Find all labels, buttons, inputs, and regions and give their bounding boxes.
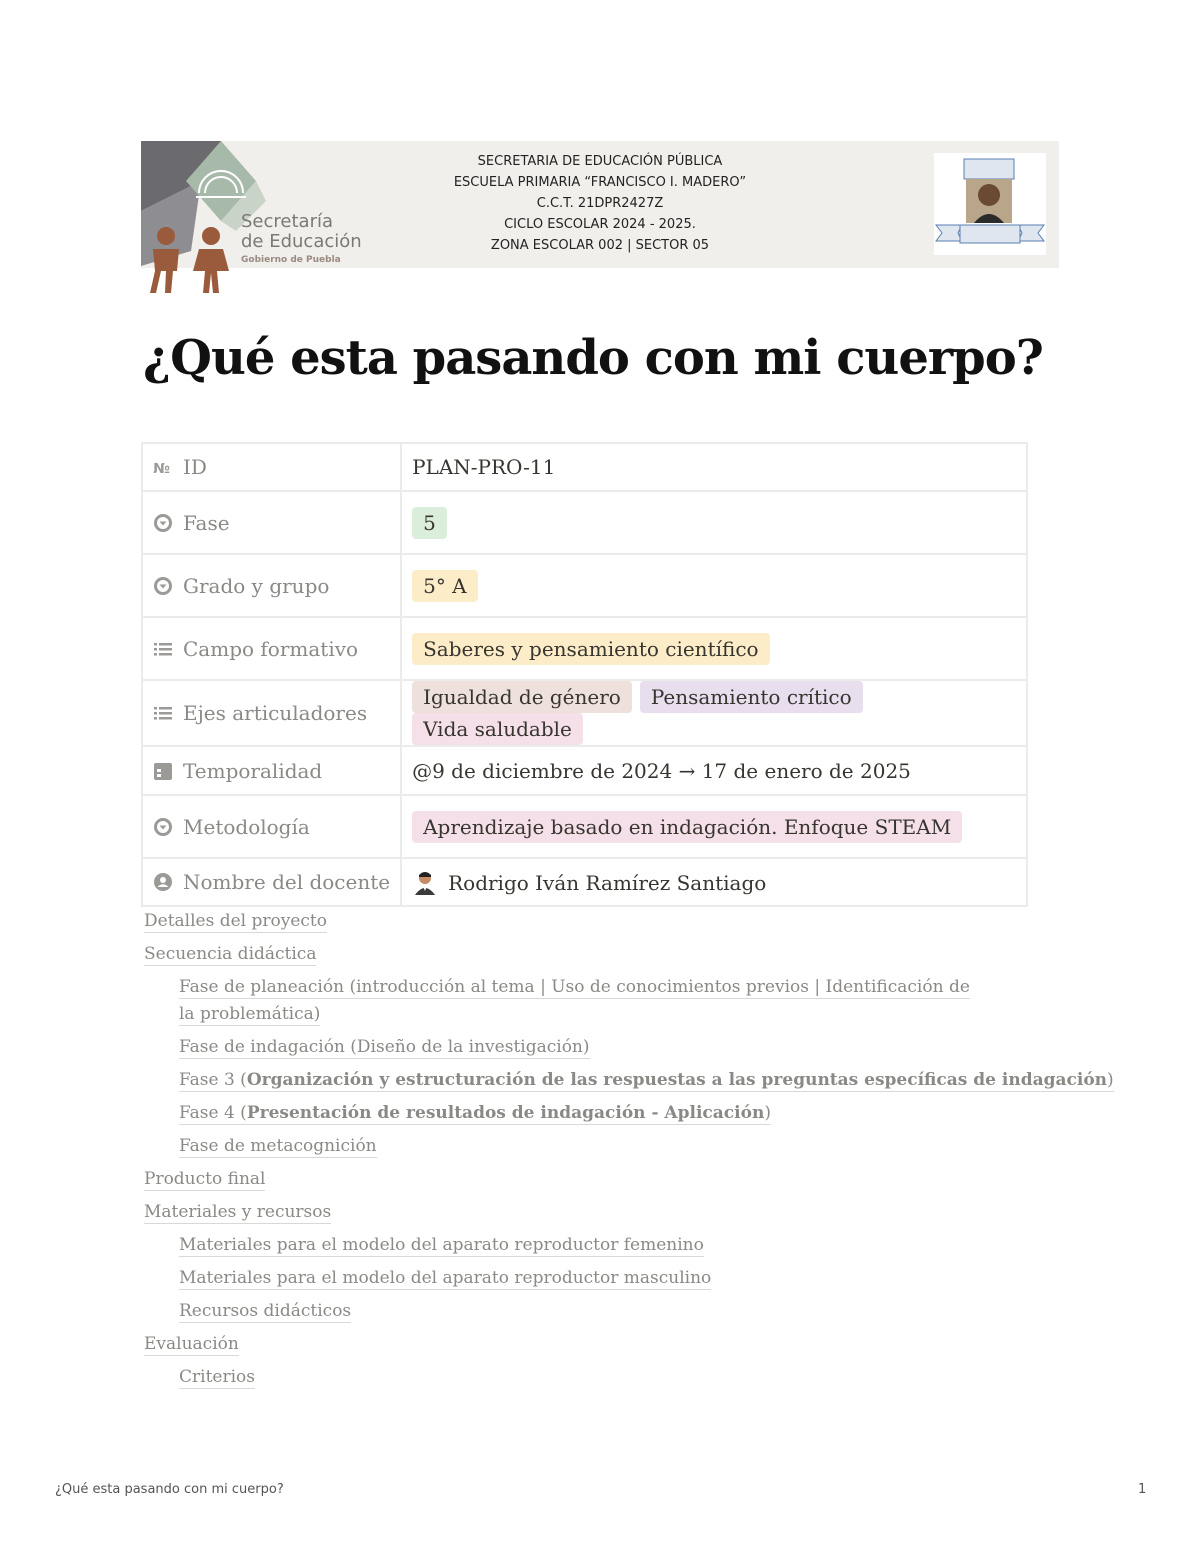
select-icon — [153, 817, 173, 837]
properties-table — [141, 442, 1028, 907]
header-line: ZONA ESCOLAR 002 | SECTOR 05 — [490, 238, 710, 253]
toc-item — [144, 1163, 1044, 1196]
toc-link-producto[interactable]: Producto final — [144, 1169, 266, 1189]
seal-line-2: de Educación — [241, 231, 362, 252]
toc-link-fase-metacognicion[interactable]: Fase de metacognición — [179, 1136, 377, 1156]
toc-item — [144, 1295, 1044, 1328]
seal-line-1: Secretaría — [241, 211, 333, 232]
toc-item — [144, 971, 979, 1031]
toc-fase4-bold: Presentación de resultados de indagación - Aplicación — [246, 1103, 765, 1123]
property-row-ejes — [142, 680, 1027, 746]
school-header — [400, 151, 800, 256]
toc-item — [144, 1130, 1044, 1163]
toc-item — [144, 1328, 1044, 1361]
toc-item — [144, 1097, 1044, 1130]
property-key — [142, 554, 401, 617]
toc-link-secuencia[interactable]: Secuencia didáctica — [144, 944, 317, 964]
select-icon — [153, 513, 173, 533]
property-label: Campo formativo — [183, 636, 359, 661]
toc-item — [144, 1361, 1044, 1394]
property-row-temporalidad — [142, 746, 1027, 795]
toc-link-evaluacion[interactable]: Evaluación — [144, 1334, 239, 1354]
header-line: SECRETARIA DE EDUCACIÓN PÚBLICA — [477, 154, 723, 169]
property-row-campo — [142, 617, 1027, 680]
header-line: CICLO ESCOLAR 2024 - 2025. — [504, 217, 696, 232]
property-label: Metodología — [183, 814, 310, 839]
toc-item — [144, 1196, 1044, 1229]
property-row-fase — [142, 491, 1027, 554]
property-value — [401, 617, 1027, 680]
property-key — [142, 617, 401, 680]
property-row-grado — [142, 554, 1027, 617]
eje-tag[interactable]: Vida saludable — [412, 713, 583, 745]
header-line: C.C.T. 21DPR2427Z — [536, 196, 664, 211]
secretaria-logo-text — [241, 212, 362, 265]
property-label: Nombre del docente — [183, 870, 391, 894]
property-label: Ejes articuladores — [183, 701, 368, 725]
toc-link-fase-4[interactable] — [179, 1103, 771, 1125]
toc-link-criterios[interactable]: Criterios — [179, 1367, 255, 1387]
toc-item — [144, 938, 1044, 971]
toc-link-detalles[interactable]: Detalles del proyecto — [144, 911, 327, 931]
header-line: ESCUELA PRIMARIA “FRANCISCO I. MADERO” — [453, 175, 747, 190]
list-icon — [153, 639, 173, 659]
property-row-id — [142, 443, 1027, 491]
toc-link-fase-planeacion[interactable]: Fase de planeación (introducción al tema | Uso de conocimientos previos | Identificación de la problemática) — [179, 977, 970, 1024]
table-of-contents — [144, 905, 1114, 1394]
toc-link-mat-masculino[interactable]: Materiales para el modelo del aparato reproductor masculino — [179, 1268, 712, 1288]
fase-tag[interactable]: 5 — [412, 507, 447, 539]
toc-fase4-prefix: Fase 4 ( — [179, 1103, 247, 1123]
school-emblem — [934, 153, 1046, 255]
property-key — [142, 858, 401, 906]
metodologia-tag[interactable]: Aprendizaje basado en indagación. Enfoque STEAM — [412, 811, 962, 843]
toc-fase3-bold: Organización y estructuración de las respuestas a las preguntas específicas de indagación — [246, 1070, 1108, 1090]
property-label: ID — [183, 455, 207, 479]
campo-tag[interactable]: Saberes y pensamiento científico — [412, 633, 770, 665]
property-key — [142, 680, 401, 746]
toc-link-recursos[interactable]: Recursos didácticos — [179, 1301, 352, 1321]
toc-link-mat-femenino[interactable]: Materiales para el modelo del aparato reproductor femenino — [179, 1235, 704, 1255]
property-value — [401, 554, 1027, 617]
toc-item — [144, 1229, 1044, 1262]
toc-item — [144, 1064, 1114, 1097]
property-key — [142, 443, 401, 491]
eje-tag[interactable]: Pensamiento crítico — [640, 681, 863, 713]
property-value — [401, 795, 1027, 858]
toc-link-fase-indagacion[interactable]: Fase de indagación (Diseño de la investigación) — [179, 1037, 590, 1057]
eje-tag[interactable]: Igualdad de género — [412, 681, 632, 713]
property-value — [401, 680, 1027, 746]
number-icon — [153, 457, 173, 477]
page-number: 1 — [1138, 1482, 1147, 1497]
toc-item — [144, 1262, 1044, 1295]
property-key — [142, 795, 401, 858]
toc-item — [144, 905, 1044, 938]
docente-name[interactable]: Rodrigo Iván Ramírez Santiago — [448, 871, 767, 895]
property-value — [401, 858, 1027, 906]
seal-line-3: Gobierno de Puebla — [241, 255, 341, 265]
property-key — [142, 491, 401, 554]
toc-link-materiales[interactable]: Materiales y recursos — [144, 1202, 332, 1222]
toc-item — [144, 1031, 1044, 1064]
person-icon — [153, 872, 173, 892]
page-title: ¿Qué esta pasando con mi cuerpo? — [143, 330, 1043, 386]
select-icon — [153, 576, 173, 596]
grado-tag[interactable]: 5° A — [412, 570, 478, 602]
footer-title: ¿Qué esta pasando con mi cuerpo? — [55, 1482, 284, 1497]
property-row-metodologia — [142, 795, 1027, 858]
toc-fase4-suffix: ) — [764, 1103, 771, 1123]
property-row-docente — [142, 858, 1027, 906]
calendar-icon — [153, 761, 173, 781]
avatar — [412, 869, 438, 895]
property-label: Grado y grupo — [183, 573, 330, 598]
toc-link-fase-3[interactable] — [179, 1070, 1114, 1092]
property-label: Temporalidad — [183, 758, 323, 783]
property-value: PLAN-PRO-11 — [401, 443, 1027, 491]
toc-fase3-suffix: ) — [1107, 1070, 1114, 1090]
property-value[interactable]: @9 de diciembre de 2024 → 17 de enero de 2025 — [401, 746, 1027, 795]
property-label: Fase — [183, 510, 230, 535]
property-value — [401, 491, 1027, 554]
svg-text:№: № — [153, 461, 170, 477]
toc-fase3-prefix: Fase 3 ( — [179, 1070, 247, 1090]
list-icon — [153, 703, 173, 723]
property-key — [142, 746, 401, 795]
